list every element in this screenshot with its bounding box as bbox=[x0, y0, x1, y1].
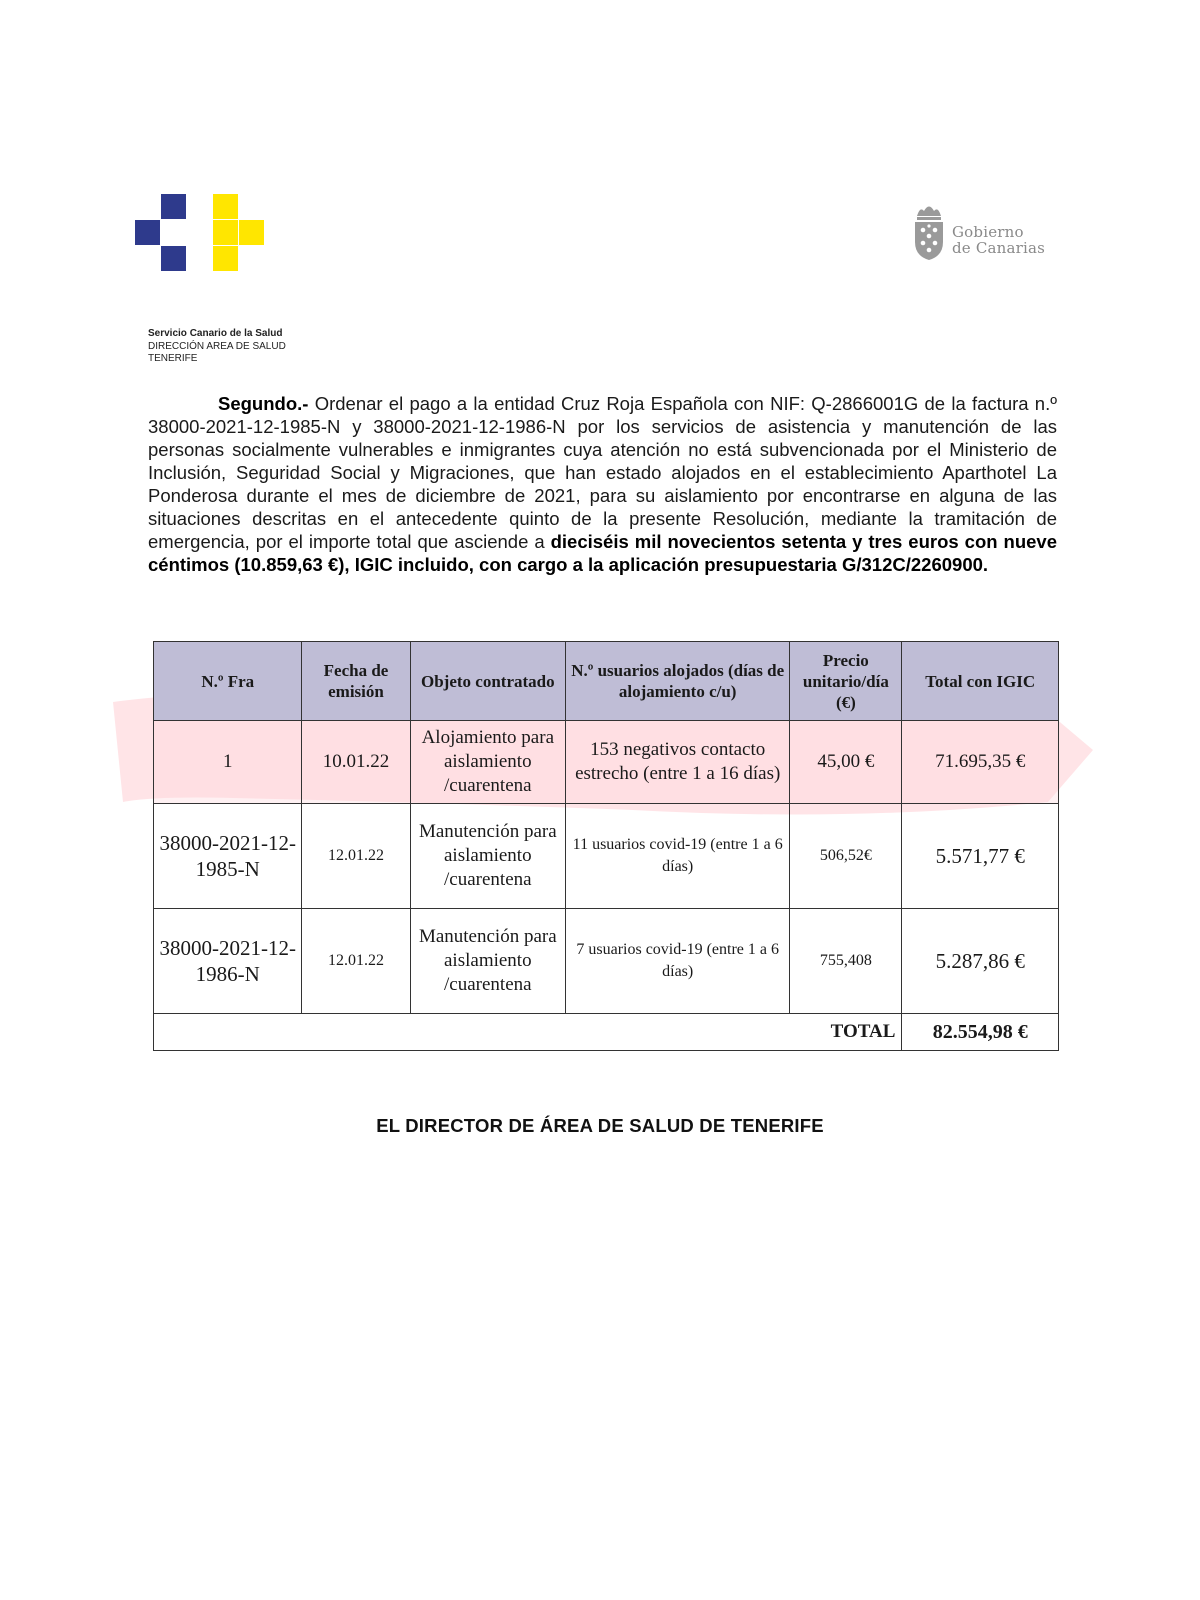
paragraph-lead: Segundo.- bbox=[218, 393, 309, 414]
cell-invoice-number: 1 bbox=[154, 721, 302, 804]
department-line: DIRECCIÓN AREA DE SALUD bbox=[148, 340, 286, 352]
cell-users: 11 usuarios covid-19 (entre 1 a 6 días) bbox=[566, 804, 790, 909]
cell-issue-date: 12.01.22 bbox=[302, 804, 410, 909]
header-cell: Total con IGIC bbox=[902, 642, 1059, 721]
cell-users: 153 negativos contacto estrecho (entre 1 a 16 días) bbox=[566, 721, 790, 804]
cell-contract-object: Manutención para aislamiento /cuarentena bbox=[410, 804, 566, 909]
logo-square bbox=[239, 220, 264, 245]
department-line: Servicio Canario de la Salud bbox=[148, 328, 283, 339]
table-row bbox=[154, 909, 1059, 1014]
total-value: 82.554,98 € bbox=[902, 1014, 1059, 1051]
cell-total: 5.287,86 € bbox=[902, 909, 1059, 1014]
cell-invoice-number: 38000-2021-12-1985-N bbox=[154, 804, 302, 909]
table-header-row bbox=[154, 642, 1059, 721]
cell-issue-date: 12.01.22 bbox=[302, 909, 410, 1014]
cell-contract-object: Alojamiento para aislamiento /cuarentena bbox=[410, 721, 566, 804]
cell-total: 71.695,35 € bbox=[902, 721, 1059, 804]
logo-square bbox=[135, 220, 160, 245]
scs-logo bbox=[135, 194, 265, 272]
logo-square bbox=[213, 220, 238, 245]
logo-square bbox=[213, 194, 238, 219]
coat-of-arms-icon bbox=[912, 202, 946, 262]
table-row bbox=[154, 804, 1059, 909]
cell-contract-object: Manutención para aislamiento /cuarentena bbox=[410, 909, 566, 1014]
department-line: TENERIFE bbox=[148, 353, 198, 364]
resolution-paragraph bbox=[148, 392, 1057, 576]
cell-invoice-number: 38000-2021-12-1986-N bbox=[154, 909, 302, 1014]
paragraph-text: Ordenar el pago a la entidad Cruz Roja Española con NIF: Q-2866001G de la factura n.º 38000-2021-12-1985-N y 38000-2021-12-1986-N por los servicios de asistencia y manutención de las personas socialmente vulnerables e inmigrantes cuya atención no está subvencionada por el Ministerio de Inclusión, Seguridad Social y Migraciones, que han estado alojados en el establecimiento Aparthotel La Ponderosa durante el mes de diciembre de 2021, para su aislamiento por encontrarse en alguna de las situaciones descritas en el antecedente quinto de la presente Resolución, mediante la tramitación de emergencia, por el importe total que asciende a bbox=[148, 393, 1057, 552]
cell-users: 7 usuarios covid-19 (entre 1 a 6 días) bbox=[566, 909, 790, 1014]
logo-square bbox=[161, 194, 186, 219]
logo-text-line: de Canarias bbox=[952, 239, 1046, 257]
header-cell: Objeto contratado bbox=[410, 642, 566, 721]
header-cell: Fecha de emisión bbox=[302, 642, 410, 721]
logo-square bbox=[213, 246, 238, 271]
cell-issue-date: 10.01.22 bbox=[302, 721, 410, 804]
total-label: TOTAL bbox=[154, 1014, 902, 1051]
cell-unit-price: 755,408 bbox=[790, 909, 902, 1014]
cell-unit-price: 45,00 € bbox=[790, 721, 902, 804]
department-header bbox=[148, 328, 286, 366]
header-cell: Precio unitario/día (€) bbox=[790, 642, 902, 721]
header-cell: N.º Fra bbox=[154, 642, 302, 721]
table-total-row bbox=[154, 1014, 1059, 1051]
cell-total: 5.571,77 € bbox=[902, 804, 1059, 909]
signature-title: EL DIRECTOR DE ÁREA DE SALUD DE TENERIFE bbox=[376, 1115, 824, 1136]
table-row bbox=[154, 721, 1059, 804]
header-cell: N.º usuarios alojados (días de alojamiento c/u) bbox=[566, 642, 790, 721]
paragraph-amount: dieciséis mil novecientos setenta y tres euros con nueve céntimos (10.859,63 €), IGIC incluido, con cargo a la aplicación presupuestaria G/312C/2260900. bbox=[148, 531, 1057, 575]
logo-square bbox=[161, 246, 186, 271]
gobierno-canarias-logo bbox=[912, 202, 1052, 262]
gobierno-canarias-wordmark bbox=[952, 224, 1045, 256]
logo-text-line: Gobierno bbox=[952, 223, 1024, 241]
cell-unit-price: 506,52€ bbox=[790, 804, 902, 909]
invoice-table bbox=[153, 641, 1059, 1051]
